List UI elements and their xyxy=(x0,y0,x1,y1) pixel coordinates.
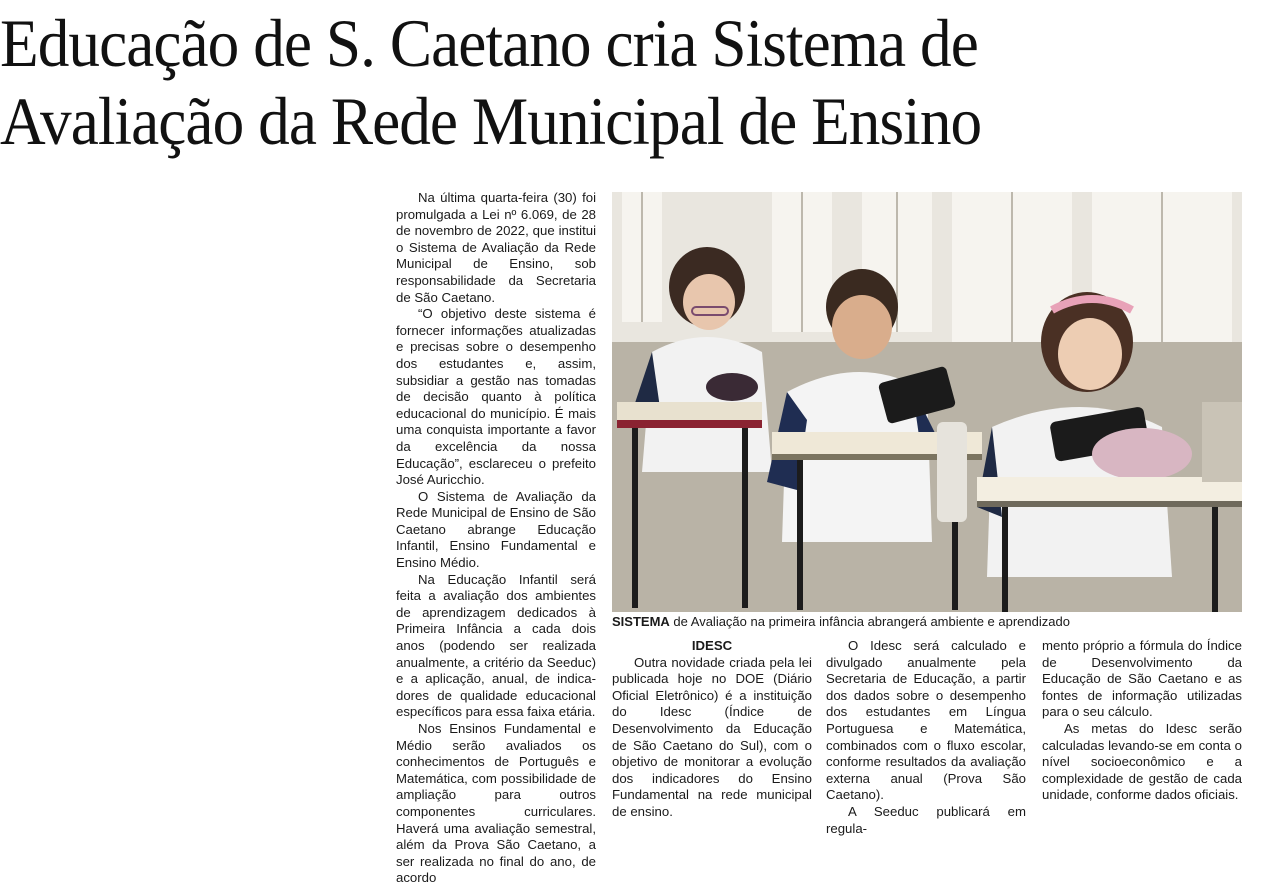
paragraph: mento próprio a fórmula do Índice de Desenvolvimento da Educação de São Caetano e as fontes de informação utilizadas para o seu cálculo. xyxy=(1042,638,1242,720)
section-subhead: IDESC xyxy=(691,638,733,653)
headline-line-2: Avaliação da Rede Municipal de Ensino xyxy=(0,83,982,159)
paragraph: Na Educação Infantil será feita a avaliação dos ambientes de aprendizagem dedicados à Primeira Infância a cada dois anos (podendo ser realizada anualmente, a critério da Seeduc) e a aplicação, anual, de indica-dores de qualidade educacional específicos para essa faixa etária. xyxy=(396,571,596,720)
paragraph: As metas do Idesc serão calculadas levando-se em conta o nível socioeconômico e a complexidade de gestão de cada unidade, conforme dados oficiais. xyxy=(1042,720,1242,803)
paragraph: Na última quarta-feira (30) foi promulgada a Lei nº 6.069, de 28 de novembro de 2022, que institui o Sistema de Avaliação da Rede Municipal de Ensino, sob responsabilidade da Secretaria de São Caetano. xyxy=(396,190,596,305)
photo-caption xyxy=(612,613,1252,630)
paragraph: A Seeduc publicará em regula- xyxy=(826,803,1026,836)
paragraph: O Idesc será calculado e divulgado anualmente pela Secretaria de Educação, a partir dos dados sobre o desempenho dos estudantes em Língua Portuguesa e Matemática, combinados com o fluxo escolar, conforme resultados da avaliação externa anual (Prova São Caetano). xyxy=(826,638,1026,803)
article-column-2 xyxy=(612,638,812,821)
article-column-3 xyxy=(826,638,1026,837)
paragraph: Nos Ensinos Fundamental e Médio serão avaliados os conhecimentos de Português e Matemática, com possibilidade de ampliação para outros componentes curriculares. Haverá uma avaliação semestral, além da Prova São Caetano, a ser realizada no final do ano, de acordo xyxy=(396,721,596,886)
paragraph: O Sistema de Avaliação da Rede Municipal de Ensino de São Caetano abrange Educação Infantil, Ensino Fundamental e Ensino Médio. xyxy=(396,488,596,571)
paragraph: “O objetivo deste sistema é fornecer informações atualizadas e precisas sobre o desempenho dos estudantes e, assim, subsidiar a gestão nas tomadas de decisão quanto à política educacional do município. É mais uma conquista importante a favor da excelência da nossa Educação”, esclareceu o prefeito José Auricchio. xyxy=(396,306,596,488)
classroom-photo-illustration xyxy=(612,192,1242,612)
headline-line-1: Educação de S. Caetano cria Sistema de xyxy=(0,5,978,81)
article-column-1 xyxy=(396,190,596,887)
headline xyxy=(0,4,1193,160)
article-column-4 xyxy=(1042,638,1242,804)
classroom-photo xyxy=(612,192,1242,612)
caption-lead: SISTEMA xyxy=(612,614,670,629)
caption-text: de Avaliação na primeira infância abrangerá ambiente e aprendizado xyxy=(669,614,1070,629)
paragraph: Outra novidade criada pela lei publicada hoje no DOE (Diário Oficial Eletrônico) é a instituição do Idesc (Índice de Desenvolvimento da Educação de São Caetano do Sul), com o objetivo de monitorar a evolução dos indicadores do Ensino Fundamental na rede municipal de ensino. xyxy=(612,654,812,819)
